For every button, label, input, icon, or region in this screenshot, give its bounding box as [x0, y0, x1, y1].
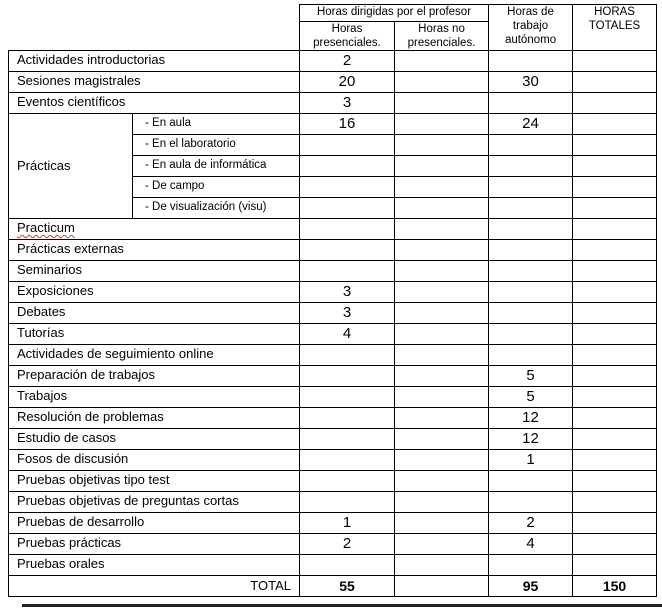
cell-totales — [573, 429, 657, 450]
cell-autonomo — [489, 156, 573, 177]
activity-label: Preparación de trabajos — [9, 366, 300, 387]
table-row — [9, 429, 657, 450]
activity-label: Actividades de seguimiento online — [9, 345, 300, 366]
cell-presenciales: 3 — [300, 282, 395, 303]
cell-no-presenciales — [395, 177, 489, 198]
table-row — [9, 219, 657, 240]
total-label: TOTAL — [9, 576, 300, 597]
practicas-label: Prácticas — [9, 114, 133, 219]
table-row — [9, 114, 657, 135]
cell-presenciales — [300, 555, 395, 576]
cell-presenciales — [300, 492, 395, 513]
cell-no-presenciales — [395, 261, 489, 282]
cell-totales — [573, 282, 657, 303]
cell-autonomo — [489, 135, 573, 156]
practicas-sub-label: - En el laboratorio — [133, 135, 300, 156]
activity-label: Fosos de discusión — [9, 450, 300, 471]
total-totales: 150 — [573, 576, 657, 597]
activity-label: Resolución de problemas — [9, 408, 300, 429]
cell-totales — [573, 114, 657, 135]
table-row — [9, 261, 657, 282]
cell-no-presenciales — [395, 471, 489, 492]
cell-autonomo — [489, 198, 573, 219]
cell-no-presenciales — [395, 156, 489, 177]
header-no-presenciales: Horas no presenciales. — [395, 22, 489, 51]
cell-no-presenciales — [395, 366, 489, 387]
cell-totales — [573, 324, 657, 345]
cell-presenciales — [300, 450, 395, 471]
cell-no-presenciales — [395, 51, 489, 72]
activity-label: Tutorías — [9, 324, 300, 345]
cell-presenciales: 3 — [300, 93, 395, 114]
cell-presenciales — [300, 219, 395, 240]
cell-autonomo — [489, 51, 573, 72]
cell-totales — [573, 156, 657, 177]
cell-totales — [573, 450, 657, 471]
practicas-sub-label: - En aula — [133, 114, 300, 135]
table-row — [9, 387, 657, 408]
table-row — [9, 471, 657, 492]
cell-no-presenciales — [395, 240, 489, 261]
table-row — [9, 450, 657, 471]
cell-presenciales — [300, 429, 395, 450]
cell-autonomo — [489, 324, 573, 345]
activity-label — [9, 219, 300, 240]
cell-autonomo — [489, 240, 573, 261]
table-row — [9, 282, 657, 303]
cell-no-presenciales — [395, 534, 489, 555]
header-presenciales: Horas presenciales. — [300, 22, 395, 51]
cell-totales — [573, 135, 657, 156]
cell-presenciales — [300, 177, 395, 198]
cell-presenciales — [300, 366, 395, 387]
cell-no-presenciales — [395, 408, 489, 429]
header-totales: HORAS TOTALES — [573, 5, 657, 51]
cell-presenciales — [300, 345, 395, 366]
cell-no-presenciales — [395, 135, 489, 156]
cell-presenciales: 4 — [300, 324, 395, 345]
cell-no-presenciales — [395, 282, 489, 303]
activity-label: Estudio de casos — [9, 429, 300, 450]
cell-presenciales — [300, 471, 395, 492]
cell-no-presenciales — [395, 93, 489, 114]
table-row — [9, 366, 657, 387]
cell-no-presenciales — [395, 345, 489, 366]
cell-totales — [573, 198, 657, 219]
cell-totales — [573, 534, 657, 555]
cell-totales — [573, 492, 657, 513]
activity-label: Trabajos — [9, 387, 300, 408]
activity-label: Exposiciones — [9, 282, 300, 303]
cell-no-presenciales — [395, 72, 489, 93]
cell-no-presenciales — [395, 450, 489, 471]
cell-autonomo: 1 — [489, 450, 573, 471]
cell-autonomo: 2 — [489, 513, 573, 534]
cell-presenciales — [300, 408, 395, 429]
cell-totales — [573, 261, 657, 282]
table-row — [9, 72, 657, 93]
activity-label: Seminarios — [9, 261, 300, 282]
header-row-top — [9, 5, 657, 22]
cell-no-presenciales — [395, 219, 489, 240]
cell-presenciales: 3 — [300, 303, 395, 324]
practicas-sub-label: - De visualización (visu) — [133, 198, 300, 219]
table-row — [9, 534, 657, 555]
table-row — [9, 93, 657, 114]
cell-autonomo: 4 — [489, 534, 573, 555]
hours-table — [8, 4, 657, 597]
spellcheck-underlined-text: Practicum — [17, 220, 75, 235]
activity-label: Pruebas orales — [9, 555, 300, 576]
table-row — [9, 324, 657, 345]
cell-presenciales — [300, 240, 395, 261]
cell-autonomo: 12 — [489, 429, 573, 450]
table-row — [9, 492, 657, 513]
cell-autonomo — [489, 492, 573, 513]
cell-autonomo — [489, 219, 573, 240]
activity-label: Sesiones magistrales — [9, 72, 300, 93]
cell-autonomo: 24 — [489, 114, 573, 135]
cell-autonomo — [489, 261, 573, 282]
table-row — [9, 555, 657, 576]
table-bottom-border — [22, 604, 662, 607]
cell-autonomo — [489, 177, 573, 198]
cell-presenciales — [300, 135, 395, 156]
cell-presenciales — [300, 156, 395, 177]
table-row — [9, 513, 657, 534]
cell-autonomo: 5 — [489, 366, 573, 387]
cell-autonomo: 12 — [489, 408, 573, 429]
table-row — [9, 51, 657, 72]
cell-totales — [573, 303, 657, 324]
cell-autonomo — [489, 555, 573, 576]
cell-presenciales: 2 — [300, 51, 395, 72]
activity-label: Actividades introductorias — [9, 51, 300, 72]
cell-no-presenciales — [395, 303, 489, 324]
activity-label: Debates — [9, 303, 300, 324]
cell-autonomo — [489, 345, 573, 366]
cell-no-presenciales — [395, 492, 489, 513]
cell-no-presenciales — [395, 513, 489, 534]
cell-no-presenciales — [395, 114, 489, 135]
cell-presenciales: 2 — [300, 534, 395, 555]
total-no-presenciales — [395, 576, 489, 597]
activity-label: Eventos científicos — [9, 93, 300, 114]
cell-totales — [573, 408, 657, 429]
cell-totales — [573, 177, 657, 198]
cell-presenciales: 1 — [300, 513, 395, 534]
practicas-sub-label: - En aula de informática — [133, 156, 300, 177]
cell-totales — [573, 51, 657, 72]
cell-no-presenciales — [395, 324, 489, 345]
activity-label: Pruebas prácticas — [9, 534, 300, 555]
cell-presenciales — [300, 387, 395, 408]
activity-label: Pruebas objetivas tipo test — [9, 471, 300, 492]
cell-autonomo — [489, 303, 573, 324]
table-row — [9, 408, 657, 429]
activity-label: Pruebas objetivas de preguntas cortas — [9, 492, 300, 513]
cell-totales — [573, 513, 657, 534]
cell-presenciales: 16 — [300, 114, 395, 135]
cell-totales — [573, 387, 657, 408]
cell-totales — [573, 366, 657, 387]
cell-totales — [573, 555, 657, 576]
cell-totales — [573, 72, 657, 93]
total-row — [9, 576, 657, 597]
table-row — [9, 345, 657, 366]
cell-no-presenciales — [395, 198, 489, 219]
cell-totales — [573, 219, 657, 240]
table-row — [9, 240, 657, 261]
header-corner — [9, 5, 300, 51]
cell-no-presenciales — [395, 555, 489, 576]
table-row — [9, 303, 657, 324]
cell-presenciales — [300, 261, 395, 282]
cell-autonomo: 5 — [489, 387, 573, 408]
cell-totales — [573, 471, 657, 492]
cell-totales — [573, 93, 657, 114]
cell-autonomo — [489, 282, 573, 303]
cell-presenciales — [300, 198, 395, 219]
cell-totales — [573, 240, 657, 261]
activity-label: Prácticas externas — [9, 240, 300, 261]
cell-no-presenciales — [395, 429, 489, 450]
cell-totales — [573, 345, 657, 366]
cell-autonomo — [489, 471, 573, 492]
cell-no-presenciales — [395, 387, 489, 408]
cell-presenciales: 20 — [300, 72, 395, 93]
activity-label: Pruebas de desarrollo — [9, 513, 300, 534]
header-dirigidas: Horas dirigidas por el profesor — [300, 5, 489, 22]
total-autonomo: 95 — [489, 576, 573, 597]
cell-autonomo — [489, 93, 573, 114]
total-presenciales: 55 — [300, 576, 395, 597]
header-autonomo: Horas de trabajo autónomo — [489, 5, 573, 51]
cell-autonomo: 30 — [489, 72, 573, 93]
practicas-sub-label: - De campo — [133, 177, 300, 198]
